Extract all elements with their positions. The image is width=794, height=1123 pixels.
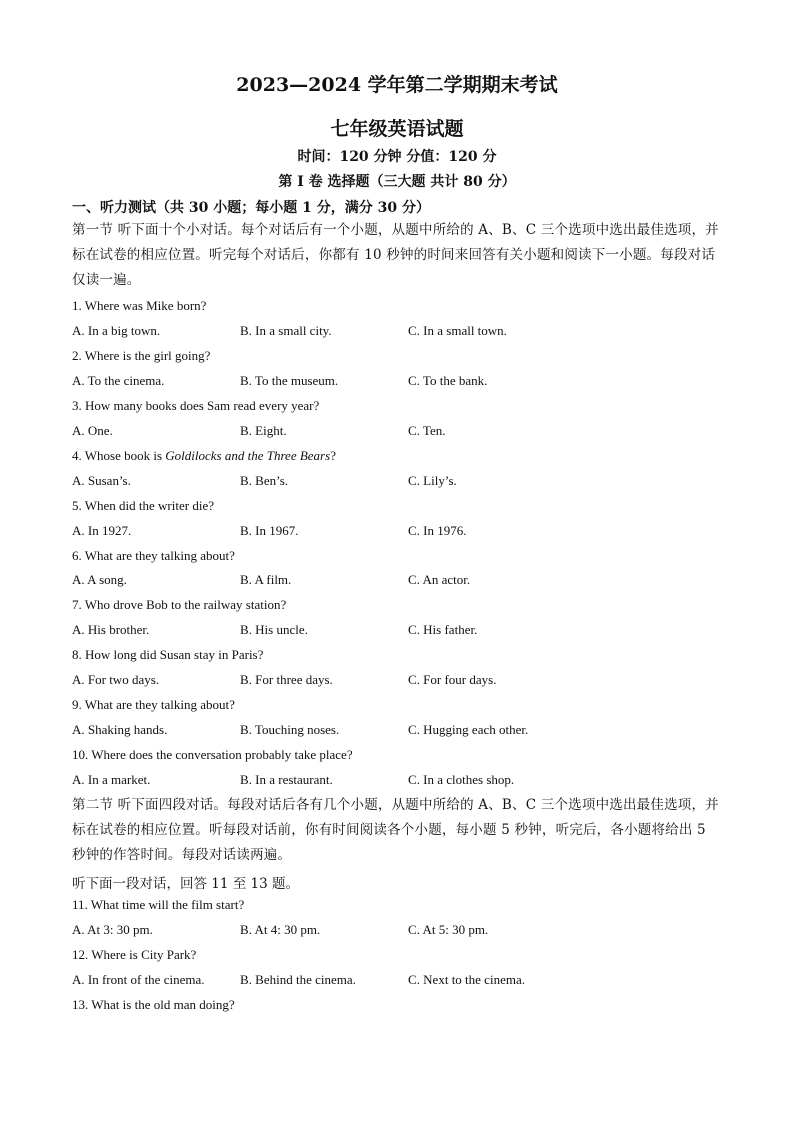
question-6: 6. What are they talking about? (72, 548, 235, 563)
q6-option-b: B. A film. (240, 572, 292, 587)
question-7: 7. Who drove Bob to the railway station? (72, 597, 287, 612)
question-5: 5. When did the writer die? (72, 498, 214, 513)
q12-option-c: C. Next to the cinema. (408, 972, 525, 987)
q1-option-c: C. In a small town. (408, 323, 507, 338)
q9-option-b: B. Touching noses. (240, 722, 340, 737)
q5-option-c: C. In 1976. (408, 523, 467, 538)
q4-text-post: ? (330, 448, 336, 463)
q3-option-b: B. Eight. (240, 423, 287, 438)
q10-option-a: A. In a market. (72, 772, 151, 787)
q7-option-c: C. His father. (408, 622, 478, 637)
question-4 (72, 448, 336, 464)
exam-meta: 时间：120 分钟 分值：120 分 (297, 149, 497, 165)
question-8: 8. How long did Susan stay in Paris? (72, 647, 264, 662)
q5-option-a: A. In 1927. (72, 523, 132, 538)
q3-option-a: A. One. (72, 423, 113, 438)
q12-option-a: A. In front of the cinema. (72, 972, 205, 987)
dialog-note: 听下面一段对话，回答 11 至 13 题。 (72, 876, 300, 892)
q2-option-a: A. To the cinema. (72, 373, 165, 388)
section-heading: 一、听力测试（共 30 小题；每小题 1 分，满分 30 分） (72, 200, 430, 216)
q8-option-b: B. For three days. (240, 672, 333, 687)
question-9: 9. What are they talking about? (72, 697, 235, 712)
q4-book-title: Goldilocks and the Three Bears (165, 448, 331, 463)
q8-option-a: A. For two days. (72, 672, 160, 687)
q9-option-c: C. Hugging each other. (408, 722, 529, 737)
question-10: 10. Where does the conversation probably take place? (72, 747, 353, 762)
q1-option-a: A. In a big town. (72, 323, 161, 338)
q11-option-b: B. At 4: 30 pm. (240, 922, 321, 937)
q3-option-c: C. Ten. (408, 423, 446, 438)
volume-heading: 第 I 卷 选择题（三大题 共计 80 分） (278, 174, 516, 190)
part2-instructions: 第二节 听下面四段对话。每段对话后各有几个小题，从题中所给的 A、B、C 三个选项中选出最佳选项，并标在试卷的相应位置。听每段对话前，你有时间阅读各个小题，每小题 5 秒钟，听完后，各小题将给出 5 秒钟的作答时间。每段对话读两遍。 (72, 797, 719, 863)
question-12: 12. Where is City Park? (72, 947, 197, 962)
q12-option-b: B. Behind the cinema. (240, 972, 356, 987)
q4-option-c: C. Lily’s. (408, 473, 457, 488)
question-2: 2. Where is the girl going? (72, 348, 211, 363)
question-11: 11. What time will the film start? (72, 897, 245, 912)
q4-text-pre: 4. Whose book is (72, 448, 166, 463)
q8-option-c: C. For four days. (408, 672, 497, 687)
q4-option-b: B. Ben’s. (240, 473, 289, 488)
q4-option-a: A. Susan’s. (72, 473, 131, 488)
q2-option-b: B. To the museum. (240, 373, 339, 388)
exam-title: 2023—2024 学年第二学期期末考试 (236, 74, 558, 96)
part1-instructions: 第一节 听下面十个小对话。每个对话后有一个小题，从题中所给的 A、B、C 三个选项中选出最佳选项，并标在试卷的相应位置。听完每个对话后，你都有 10 秒钟的时间来回答有关小题和阅读下一小题。每段对话仅读一遍。 (72, 222, 719, 288)
q11-option-a: A. At 3: 30 pm. (72, 922, 153, 937)
question-1: 1. Where was Mike born? (72, 298, 207, 313)
question-13: 13. What is the old man doing? (72, 997, 235, 1012)
q10-option-b: B. In a restaurant. (240, 772, 333, 787)
q1-option-b: B. In a small city. (240, 323, 332, 338)
q6-option-a: A. A song. (72, 572, 127, 587)
q7-option-a: A. His brother. (72, 622, 150, 637)
q6-option-c: C. An actor. (408, 572, 471, 587)
question-3: 3. How many books does Sam read every year? (72, 398, 320, 413)
q5-option-b: B. In 1967. (240, 523, 299, 538)
q7-option-b: B. His uncle. (240, 622, 308, 637)
q10-option-c: C. In a clothes shop. (408, 772, 515, 787)
exam-subtitle: 七年级英语试题 (330, 118, 464, 140)
q9-option-a: A. Shaking hands. (72, 722, 168, 737)
q11-option-c: C. At 5: 30 pm. (408, 922, 489, 937)
q2-option-c: C. To the bank. (408, 373, 488, 388)
